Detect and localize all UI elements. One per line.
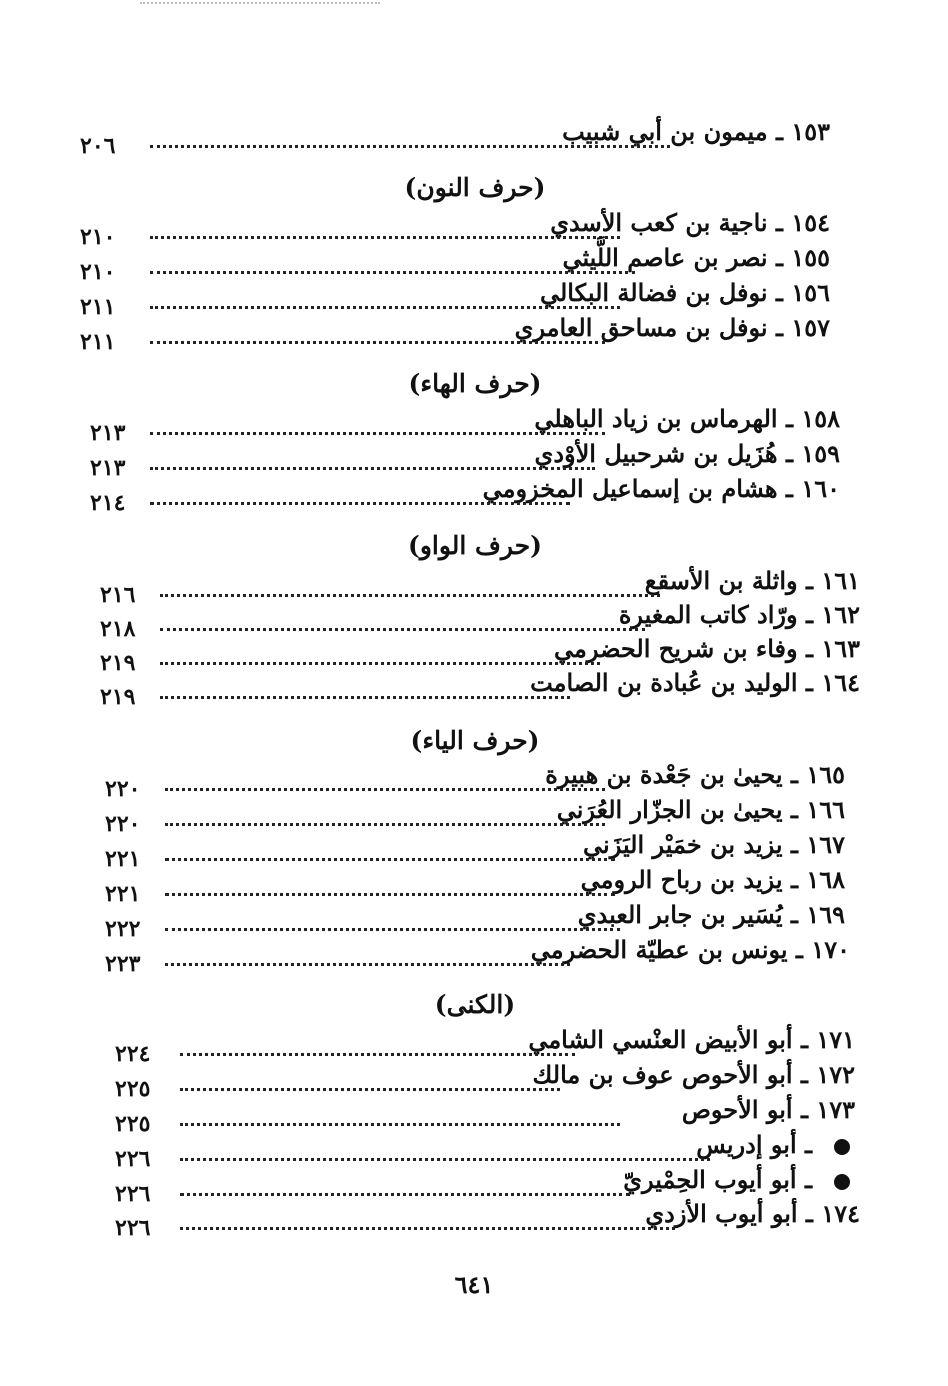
- entry-page-number: ٢١٣: [90, 455, 126, 481]
- leader-dots: [165, 850, 615, 861]
- leader-dots: [165, 920, 620, 931]
- leader-dots: [165, 885, 615, 896]
- entry-page-number: ٢١٣: [90, 420, 126, 446]
- entry-title: ١٧١ ـ أبو الأبيض العنْسي الشامي: [528, 1025, 855, 1054]
- leader-dots: [165, 815, 605, 826]
- index-entry: [80, 243, 860, 285]
- entry-title: ١٧٤ ـ أبو أيوب الأزدي: [645, 1199, 860, 1228]
- leader-dots: [150, 137, 670, 148]
- entry-title: ١٦٣ ـ وفاء بن شريح الحضرمي: [554, 634, 860, 663]
- entry-page-number: ٢٢٥: [115, 1076, 151, 1102]
- index-entry: [80, 795, 860, 837]
- leader-dots: [150, 298, 620, 309]
- index-entry: [80, 760, 860, 802]
- entry-title: ١٥٩ ـ هُزَيل بن شرحبيل الأوْدي: [534, 439, 840, 468]
- entry-page-number: ٢٢١: [105, 846, 141, 872]
- entry-page-number: ٢٢٠: [105, 776, 141, 802]
- entry-title: ١٦٧ ـ يزيد بن خمَيْر اليَزَني: [583, 830, 845, 859]
- index-entry: [80, 600, 860, 642]
- section-heading-ya: (حرف الياء): [410, 726, 540, 755]
- entry-title: ١٦٦ ـ يحيىٰ بن الجزّار العُرَني: [556, 795, 845, 824]
- scan-edge-mark: [140, 2, 380, 4]
- section-heading-kuna: (الكنى): [434, 990, 516, 1019]
- index-entry: [80, 1130, 860, 1172]
- entry-title: ١٥٤ ـ ناجية بن كعب الأسدي: [550, 208, 830, 237]
- section-heading-waw: (حرف الواو): [407, 531, 543, 560]
- entry-page-number: ٢٢٥: [115, 1111, 151, 1137]
- entry-page-number: ٢١١: [80, 329, 116, 355]
- entry-title: ١٧٢ ـ أبو الأحوص عوف بن مالك: [532, 1060, 855, 1089]
- entry-title: ١٦١ ـ واثلة بن الأسقع: [644, 566, 860, 595]
- entry-title: ١٥٥ ـ نصر بن عاصم اللَّيثي: [562, 243, 830, 272]
- leader-dots: [180, 1219, 675, 1230]
- leader-dots: [160, 586, 660, 597]
- leader-dots: [180, 1080, 560, 1091]
- index-entry: [80, 208, 860, 250]
- entry-title: [623, 1165, 850, 1195]
- leader-dots: [160, 654, 600, 665]
- entry-page-number: ٢١٩: [100, 650, 136, 676]
- index-entry: [80, 900, 860, 942]
- entry-page-number: ٢٢٢: [105, 916, 141, 942]
- entry-page-number: ٢٢١: [105, 881, 141, 907]
- leader-dots: [180, 1045, 575, 1056]
- entry-title-text: ـ أبو إدريس: [696, 1130, 812, 1159]
- index-entry: [80, 1165, 860, 1207]
- entry-page-number: ٢٢٤: [115, 1041, 151, 1067]
- index-entry: [80, 1199, 860, 1241]
- leader-dots: [150, 333, 605, 344]
- bullet-icon: [834, 1139, 850, 1155]
- entry-title: ١٦٤ ـ الوليد بن عُبادة بن الصامت: [530, 668, 860, 697]
- leader-dots: [150, 228, 620, 239]
- index-entry: [80, 1060, 860, 1102]
- index-entry: [80, 1025, 860, 1067]
- leader-dots: [160, 688, 570, 699]
- entry-page-number: ٢١٩: [100, 684, 136, 710]
- entry-page-number: ٢٢٣: [105, 951, 141, 977]
- index-entry: [80, 935, 860, 977]
- entry-page-number: ٢١٤: [90, 490, 126, 516]
- entry-title: ١٧٠ ـ يونس بن عطيّة الحضرمي: [530, 935, 850, 964]
- entry-title: ١٥٣ ـ ميمون بن أبي شبيب: [562, 117, 830, 146]
- index-entry: [80, 117, 860, 159]
- leader-dots: [180, 1150, 710, 1161]
- entry-page-number: ٢١٠: [80, 224, 116, 250]
- entry-title: ١٦٩ ـ يُسَير بن جابر العبدي: [577, 900, 845, 929]
- leader-dots: [180, 1115, 620, 1126]
- entry-title: ١٥٧ ـ نوفل بن مساحق العامري: [514, 313, 830, 342]
- entry-page-number: ٢١١: [80, 294, 116, 320]
- entry-page-number: ٢٢٦: [115, 1181, 151, 1207]
- entry-page-number: ٢٢٦: [115, 1215, 151, 1241]
- entry-title-text: ـ أبو أيوب الحِمْيريّ: [623, 1165, 812, 1194]
- entry-title: ١٧٣ ـ أبو الأحوص: [681, 1095, 855, 1124]
- index-entry: [80, 1095, 860, 1137]
- entry-page-number: ٢٢٦: [115, 1146, 151, 1172]
- index-entry: [80, 566, 860, 608]
- leader-dots: [150, 459, 595, 470]
- entry-title: ١٥٨ ـ الهرماس بن زياد الباهلي: [534, 404, 840, 433]
- index-entry: [80, 634, 860, 676]
- leader-dots: [165, 955, 570, 966]
- entry-title: ١٦٨ ـ يزيد بن رباح الرومي: [580, 865, 845, 894]
- bullet-icon: [834, 1174, 850, 1190]
- index-entry: [80, 313, 860, 355]
- leader-dots: [165, 780, 605, 791]
- leader-dots: [150, 424, 605, 435]
- section-heading-nun: (حرف النون): [404, 173, 546, 202]
- leader-dots: [150, 494, 570, 505]
- leader-dots: [160, 620, 645, 631]
- entry-title: ١٦٢ ـ ورّاد كاتب المغيرة: [618, 600, 860, 629]
- page-number: ٦٤١: [454, 1270, 494, 1299]
- entry-page-number: ٢٢٠: [105, 811, 141, 837]
- index-entry: [80, 830, 860, 872]
- entry-page-number: ٢١٦: [100, 582, 136, 608]
- entry-page-number: ٢٠٦: [80, 133, 116, 159]
- index-entry: [80, 865, 860, 907]
- entry-title: ١٥٦ ـ نوفل بن فضالة البكالي: [539, 278, 830, 307]
- index-entry: [80, 474, 860, 516]
- leader-dots: [180, 1185, 630, 1196]
- entry-title: ١٦٠ ـ هشام بن إسماعيل المخزومي: [482, 474, 840, 503]
- index-entry: [80, 439, 860, 481]
- index-entry: [80, 278, 860, 320]
- entry-title: ١٦٥ ـ يحيىٰ بن جَعْدة بن هبيرة: [545, 760, 845, 789]
- entry-page-number: ٢١٨: [100, 616, 136, 642]
- index-entry: [80, 404, 860, 446]
- leader-dots: [150, 263, 635, 274]
- entry-title: [696, 1130, 850, 1160]
- section-heading-ha: (حرف الهاء): [408, 369, 542, 398]
- entry-page-number: ٢١٠: [80, 259, 116, 285]
- index-entry: [80, 668, 860, 710]
